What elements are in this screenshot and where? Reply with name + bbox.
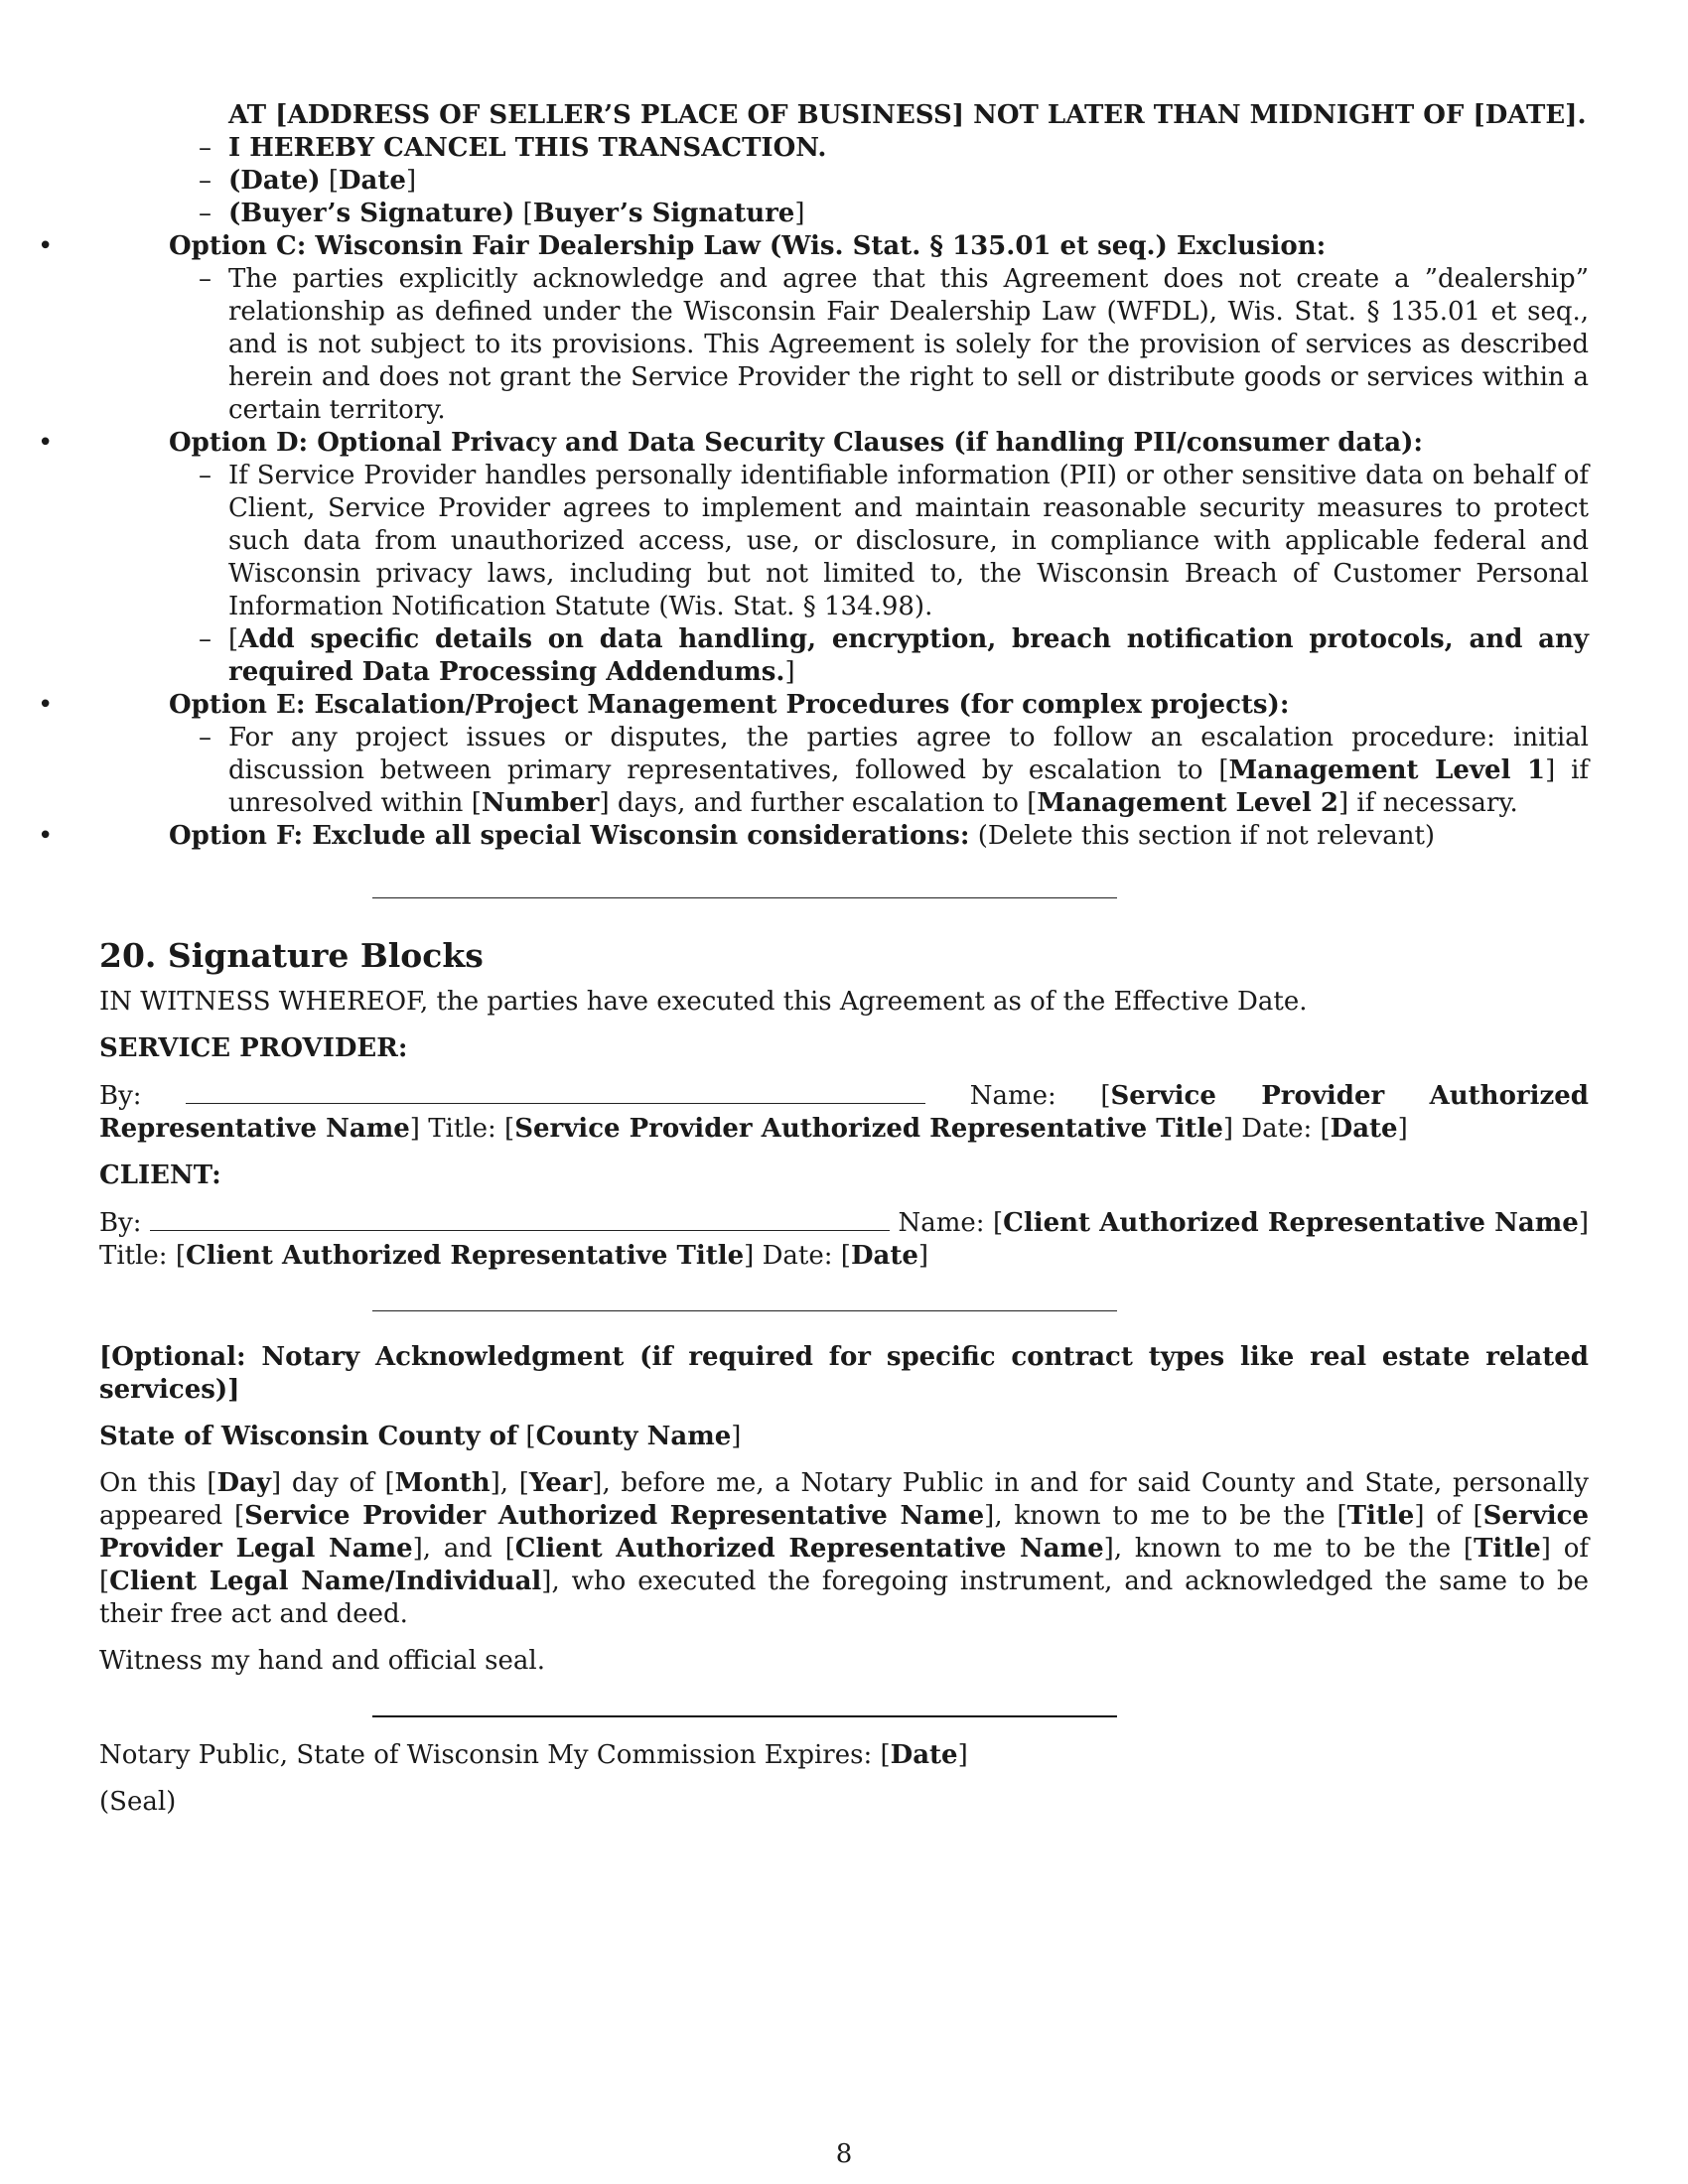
list-item: – (Date) [Date] <box>99 165 1589 198</box>
cancel-list <box>99 132 1589 230</box>
notary-public-line: Notary Public, State of Wisconsin My Commission Expires: [Date] <box>99 1740 968 1770</box>
notary-signature-line[interactable] <box>372 1715 1117 1717</box>
notary-optional-heading: [Optional: Notary Acknowledgment (if required for specific contract types like real estate related services)] <box>99 1342 1589 1405</box>
service-provider-label: SERVICE PROVIDER: <box>99 1033 408 1063</box>
notary-paragraph: On this [Day] day of [Month], [Year], before me, a Notary Public in and for said County and State, personally appeared [Service Provider Authorized Representative Name], known to me to be the [Title] of [Service Provider Legal Name], and [Client Authorized Representative Name], known to me to be the [Title] of [Client Legal Name/Individual], who executed the foregoing instrument, and acknowledged the same to be their free act and deed. <box>99 1468 1590 1629</box>
section-divider <box>372 897 1117 898</box>
option-f: • Option F: Exclude all special Wisconsin considerations: (Delete this section if not relevant) <box>0 820 1589 853</box>
signature-line[interactable] <box>150 1208 890 1231</box>
option-e-title: Option E: Escalation/Project Management Procedures (for complex projects): <box>169 690 1290 720</box>
list-item: – (Buyer’s Signature) [Buyer’s Signature] <box>99 198 1589 230</box>
option-f-title: Option F: Exclude all special Wisconsin considerations: <box>169 821 970 851</box>
document-page <box>99 99 1589 2184</box>
option-d <box>0 427 1589 460</box>
seal-label: (Seal) <box>99 1787 177 1817</box>
continued-notice <box>99 99 1589 132</box>
option-d-title: Option D: Optional Privacy and Data Security Clauses (if handling PII/consumer data): <box>169 428 1423 458</box>
service-provider-signature-block: By: Name: [Service Provider Authorized Representative Name] Title: [Service Provider Authorized Representative Title] Date: [Date] <box>99 1081 1589 1144</box>
option-c <box>0 230 1589 263</box>
witness-hand: Witness my hand and official seal. <box>99 1646 545 1676</box>
option-d-add: – [Add specific details on data handling, encryption, breach notification protocols, and any required Data Processing Addendums.] <box>99 623 1589 689</box>
client-label: CLIENT: <box>99 1160 221 1190</box>
options-list <box>0 230 1589 263</box>
option-e-text: – For any project issues or disputes, the parties agree to follow an escalation procedure: initial discussion between primary representatives, followed by escalation to [Management Level 1] if unresolved within [Number] days, and further escalation to [Management Level 2] if necessary. <box>99 722 1589 820</box>
section-heading: 20. Signature Blocks <box>99 936 484 975</box>
option-d-text: – If Service Provider handles personally identifiable information (PII) or other sensitive data on behalf of Client, Service Provider agrees to implement and maintain reasonable security measures to protect such data from unauthorized access, use, or disclosure, in compliance with applicable federal and Wisconsin privacy laws, including but not limited to, the Wisconsin Breach of Customer Personal Information Notification Statute (Wis. Stat. § 134.98). <box>99 460 1589 623</box>
notary-state-line: State of Wisconsin County of [County Name] <box>99 1422 742 1451</box>
option-c-text: – The parties explicitly acknowledge and agree that this Agreement does not create a ”dealership” relationship as defined under the Wisconsin Fair Dealership Law (WFDL), Wis. Stat. § 135.01 et seq., and is not subject to its provisions. This Agreement is solely for the provision of services as described herein and does not grant the Service Provider the right to sell or distribute goods or services within a certain territory. <box>99 263 1589 427</box>
signature-line[interactable] <box>186 1081 925 1104</box>
notice-text: AT [ADDRESS OF SELLER’S PLACE OF BUSINESS] NOT LATER THAN MIDNIGHT OF [DATE]. <box>228 100 1587 130</box>
client-signature-block: By: Name: [Client Authorized Representative Name] Title: [Client Authorized Representative Title] Date: [Date] <box>99 1208 1589 1271</box>
option-e <box>0 689 1589 722</box>
witness-statement: IN WITNESS WHEREOF, the parties have executed this Agreement as of the Effective Date. <box>99 987 1308 1017</box>
page-number: 8 <box>835 2139 853 2169</box>
option-c-title: Option C: Wisconsin Fair Dealership Law (Wis. Stat. § 135.01 et seq.) Exclusion: <box>169 231 1327 261</box>
list-item: – I HEREBY CANCEL THIS TRANSACTION. <box>99 132 1589 165</box>
section-divider <box>372 1310 1117 1311</box>
